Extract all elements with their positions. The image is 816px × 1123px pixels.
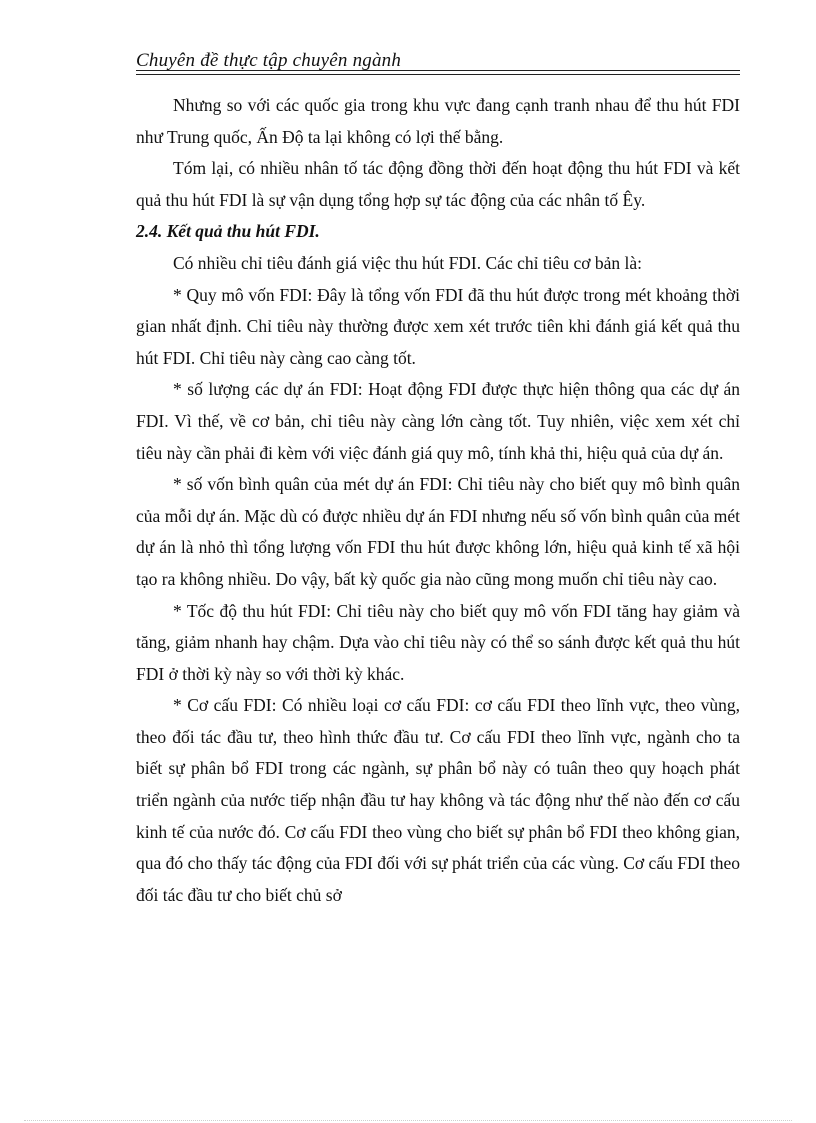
header-rule-thin xyxy=(136,74,740,75)
paragraph-average-capital: * số vốn bình quân của mét dự án FDI: Chỉ tiêu này cho biết quy mô bình quân của mỗi dự án. Mặc dù có được nhiều dự án FDI nhưng nếu số vốn bình quân của mét dự án là nhỏ thì tổng lượng vốn FDI thu hút được không lớn, hiệu quả kinh tế xã hội tạo ra không nhiều. Do vậy, bất kỳ quốc gia nào cũng mong muốn chỉ tiêu này cao. xyxy=(136,474,740,589)
paragraph-project-count: * số lượng các dự án FDI: Hoạt động FDI được thực hiện thông qua các dự án FDI. Vì thế, về cơ bản, chỉ tiêu này càng lớn càng tốt. Tuy nhiên, việc xem xét chỉ tiêu này cần phải đi kèm với việc đánh giá quy mô, tính khả thi, hiệu quả của dự án. xyxy=(136,379,740,463)
header-title: Chuyên đề thực tập chuyên ngành xyxy=(136,50,402,71)
section-heading: 2.4. Kết quả thu hút FDI. xyxy=(136,221,320,242)
paragraph-attraction-speed: * Tốc độ thu hút FDI: Chỉ tiêu này cho biết quy mô vốn FDI tăng hay giảm và tăng, giảm nhanh hay chậm. Dựa vào chỉ tiêu này có thể so sánh được kết quả thu hút FDI ở thời kỳ này so với thời kỳ khác. xyxy=(136,600,740,684)
page-bottom-divider xyxy=(24,1120,792,1121)
header-rule-thick xyxy=(136,70,740,71)
page-header xyxy=(136,50,740,72)
paragraph-indicators-intro: Có nhiều chỉ tiêu đánh giá việc thu hút FDI. Các chỉ tiêu cơ bản là: xyxy=(173,252,642,273)
paragraph-capital-scale: * Quy mô vốn FDI: Đây là tổng vốn FDI đã thu hút được trong mét khoảng thời gian nhất định. Chỉ tiêu này thường được xem xét trước tiên khi đánh giá kết quả thu hút FDI. Chỉ tiêu này càng cao càng tốt. xyxy=(136,284,740,368)
paragraph-fdi-structure: * Cơ cấu FDI: Có nhiều loại cơ cấu FDI: cơ cấu FDI theo lĩnh vực, theo vùng, theo đối tác đầu tư, theo hình thức đầu tư. Cơ cấu FDI theo lĩnh vực, ngành cho ta biết sự phân bổ FDI trong các ngành, sự phân bổ này có tuân theo quy hoạch phát triển ngành của nước tiếp nhận đầu tư hay không và tác động như thế nào đến cơ cấu kinh tế của nước đó. Cơ cấu FDI theo vùng cho biết sự phân bổ FDI theo không gian, qua đó cho thấy tác động của FDI đối với sự phát triển của các vùng. Cơ cấu FDI theo đối tác đầu tư cho biết chủ sở xyxy=(136,695,740,905)
document-body xyxy=(136,90,740,911)
paragraph-summary: Tóm lại, có nhiều nhân tố tác động đồng thời đến hoạt động thu hút FDI và kết quả thu hút FDI là sự vận dụng tổng hợp sự tác động của các nhân tố Êy. xyxy=(136,158,740,210)
paragraph-fdi-comparison: Nhưng so với các quốc gia trong khu vực đang cạnh tranh nhau để thu hút FDI như Trung quốc, Ấn Độ ta lại không có lợi thế bằng. xyxy=(136,95,740,147)
